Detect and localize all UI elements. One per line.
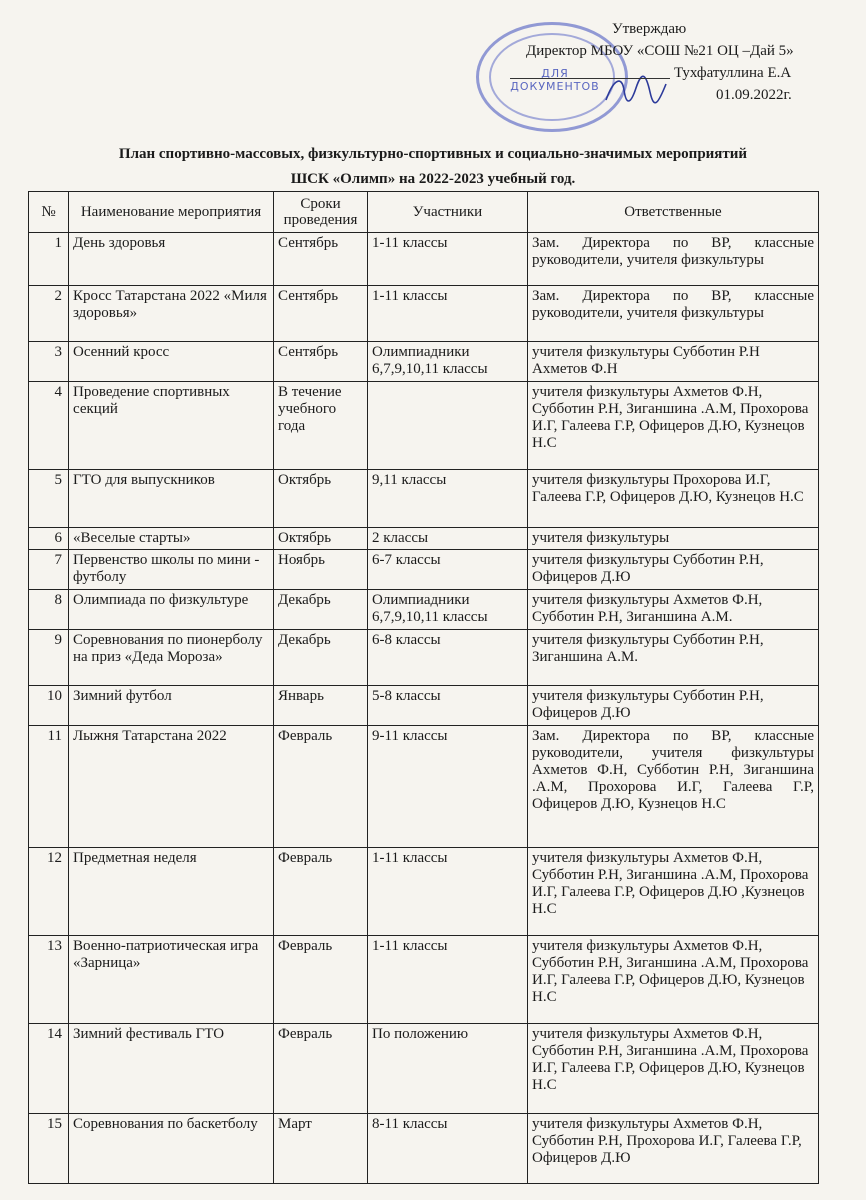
- cell-participants: Олимпиадники 6,7,9,10,11 классы: [368, 342, 528, 382]
- header-number: №: [29, 192, 69, 233]
- cell-period: Октябрь: [274, 528, 368, 550]
- cell-event: Кросс Татарстана 2022 «Миля здоровья»: [69, 286, 274, 342]
- cell-number: 5: [29, 470, 69, 528]
- header-responsible: Ответственные: [528, 192, 819, 233]
- cell-period: Февраль: [274, 848, 368, 936]
- cell-responsible: учителя физкультуры Ахметов Ф.Н, Субботин Р.Н, Зиганшина .А.М, Прохорова И.Г, Галеева Г.Р, Офицеров Д.Ю ,Кузнецов Н.С: [528, 848, 819, 936]
- approval-block: [470, 18, 850, 106]
- cell-number: 15: [29, 1114, 69, 1184]
- events-table: [28, 191, 819, 1184]
- table-row: [29, 936, 819, 1024]
- cell-period: Декабрь: [274, 630, 368, 686]
- cell-number: 13: [29, 936, 69, 1024]
- cell-participants: 6-8 классы: [368, 630, 528, 686]
- table-row: [29, 1114, 819, 1184]
- cell-number: 4: [29, 382, 69, 470]
- cell-event: Предметная неделя: [69, 848, 274, 936]
- cell-period: Декабрь: [274, 590, 368, 630]
- cell-number: 12: [29, 848, 69, 936]
- cell-event: Осенний кросс: [69, 342, 274, 382]
- document-title: План спортивно-массовых, физкультурно-спортивных и социально-значимых мероприятий: [118, 146, 748, 162]
- cell-period: Январь: [274, 686, 368, 726]
- table-header-row: [29, 192, 819, 233]
- table-row: [29, 550, 819, 590]
- cell-responsible: учителя физкультуры Субботин Р.Н, Офицеров Д.Ю: [528, 550, 819, 590]
- header-participants: Участники: [368, 192, 528, 233]
- table-row: [29, 630, 819, 686]
- cell-responsible: учителя физкультуры Ахметов Ф.Н, Субботин Р.Н, Зиганшина .А.М, Прохорова И.Г, Галеева Г.Р, Офицеров Д.Ю, Кузнецов Н.С: [528, 936, 819, 1024]
- table-row: [29, 342, 819, 382]
- approval-position: Директор МБОУ «СОШ №21 ОЦ –Дай 5»: [526, 43, 794, 59]
- cell-responsible: Зам. Директора по ВР, классные руководители, учителя физкультуры: [528, 233, 819, 286]
- cell-number: 14: [29, 1024, 69, 1114]
- cell-responsible: учителя физкультуры Ахметов Ф.Н, Субботин Р.Н, Прохорова И.Г, Галеева Г.Р, Офицеров Д.Ю: [528, 1114, 819, 1184]
- cell-event: Соревнования по пионерболу на приз «Деда Мороза»: [69, 630, 274, 686]
- cell-event: Соревнования по баскетболу: [69, 1114, 274, 1184]
- cell-participants: [368, 382, 528, 470]
- table-row: [29, 590, 819, 630]
- cell-responsible: учителя физкультуры Ахметов Ф.Н, Субботин Р.Н, Зиганшина А.М.: [528, 590, 819, 630]
- approval-name: Тухфатуллина Е.А: [674, 65, 792, 81]
- document-subtitle: ШСК «Олимп» на 2022-2023 учебный год.: [290, 171, 576, 187]
- cell-responsible: Зам. Директора по ВР, классные руководители, учителя физкультуры: [528, 286, 819, 342]
- signature-underline: [510, 78, 670, 79]
- header-period: Сроки проведения: [274, 192, 368, 233]
- cell-number: 11: [29, 726, 69, 848]
- cell-event: Олимпиада по физкультуре: [69, 590, 274, 630]
- cell-event: Зимний футбол: [69, 686, 274, 726]
- cell-period: Октябрь: [274, 470, 368, 528]
- cell-event: «Веселые старты»: [69, 528, 274, 550]
- cell-period: Февраль: [274, 936, 368, 1024]
- cell-number: 2: [29, 286, 69, 342]
- cell-responsible: учителя физкультуры Прохорова И.Г, Галеева Г.Р, Офицеров Д.Ю, Кузнецов Н.С: [528, 470, 819, 528]
- seal-line-1: ДЛЯ: [541, 67, 569, 80]
- table-row: [29, 686, 819, 726]
- cell-participants: 1-11 классы: [368, 936, 528, 1024]
- table-row: [29, 726, 819, 848]
- cell-period: Сентябрь: [274, 286, 368, 342]
- cell-period: Февраль: [274, 1024, 368, 1114]
- seal-line-2: ДОКУМЕНТОВ: [510, 80, 600, 93]
- cell-participants: По положению: [368, 1024, 528, 1114]
- cell-responsible: учителя физкультуры Субботин Р.Н, Зиганшина А.М.: [528, 630, 819, 686]
- cell-period: Ноябрь: [274, 550, 368, 590]
- header-event: Наименование мероприятия: [69, 192, 274, 233]
- cell-number: 3: [29, 342, 69, 382]
- cell-participants: 9-11 классы: [368, 726, 528, 848]
- table-row: [29, 286, 819, 342]
- approval-signature-line: [470, 62, 850, 84]
- cell-number: 6: [29, 528, 69, 550]
- table-row: [29, 233, 819, 286]
- cell-participants: 1-11 классы: [368, 233, 528, 286]
- approval-word: Утверждаю: [612, 21, 687, 37]
- table-row: [29, 848, 819, 936]
- cell-event: ГТО для выпускников: [69, 470, 274, 528]
- cell-number: 9: [29, 630, 69, 686]
- cell-participants: 9,11 классы: [368, 470, 528, 528]
- cell-participants: 5-8 классы: [368, 686, 528, 726]
- cell-participants: Олимпиадники 6,7,9,10,11 классы: [368, 590, 528, 630]
- cell-number: 8: [29, 590, 69, 630]
- table-row: [29, 382, 819, 470]
- cell-responsible: учителя физкультуры Субботин Р.Н Ахметов Ф.Н: [528, 342, 819, 382]
- table-row: [29, 1024, 819, 1114]
- table-row: [29, 470, 819, 528]
- cell-responsible: учителя физкультуры: [528, 528, 819, 550]
- cell-period: Март: [274, 1114, 368, 1184]
- cell-participants: 6-7 классы: [368, 550, 528, 590]
- cell-period: В течение учебного года: [274, 382, 368, 470]
- cell-number: 7: [29, 550, 69, 590]
- cell-event: День здоровья: [69, 233, 274, 286]
- cell-participants: 2 классы: [368, 528, 528, 550]
- cell-number: 10: [29, 686, 69, 726]
- cell-number: 1: [29, 233, 69, 286]
- cell-event: Зимний фестиваль ГТО: [69, 1024, 274, 1114]
- cell-event: Лыжня Татарстана 2022: [69, 726, 274, 848]
- cell-participants: 1-11 классы: [368, 848, 528, 936]
- approval-date: 01.09.2022г.: [716, 87, 792, 103]
- cell-period: Сентябрь: [274, 342, 368, 382]
- cell-participants: 8-11 классы: [368, 1114, 528, 1184]
- cell-period: Февраль: [274, 726, 368, 848]
- cell-period: Сентябрь: [274, 233, 368, 286]
- cell-responsible: учителя физкультуры Субботин Р.Н, Офицеров Д.Ю: [528, 686, 819, 726]
- cell-event: Первенство школы по мини - футболу: [69, 550, 274, 590]
- cell-participants: 1-11 классы: [368, 286, 528, 342]
- cell-event: Военно-патриотическая игра «Зарница»: [69, 936, 274, 1024]
- cell-event: Проведение спортивных секций: [69, 382, 274, 470]
- cell-responsible: учителя физкультуры Ахметов Ф.Н, Субботин Р.Н, Зиганшина .А.М, Прохорова И.Г, Галеева Г.Р, Офицеров Д.Ю, Кузнецов Н.С: [528, 382, 819, 470]
- table-row: [29, 528, 819, 550]
- cell-responsible: учителя физкультуры Ахметов Ф.Н, Субботин Р.Н, Зиганшина .А.М, Прохорова И.Г, Галеева Г.Р, Офицеров Д.Ю, Кузнецов Н.С: [528, 1024, 819, 1114]
- cell-responsible: Зам. Директора по ВР, классные руководители, учителя физкультуры Ахметов Ф.Н, Субботин Р.Н, Зиганшина .А.М, Прохорова И.Г, Галеева Г.Р, Офицеров Д.Ю, Кузнецов Н.С: [528, 726, 819, 848]
